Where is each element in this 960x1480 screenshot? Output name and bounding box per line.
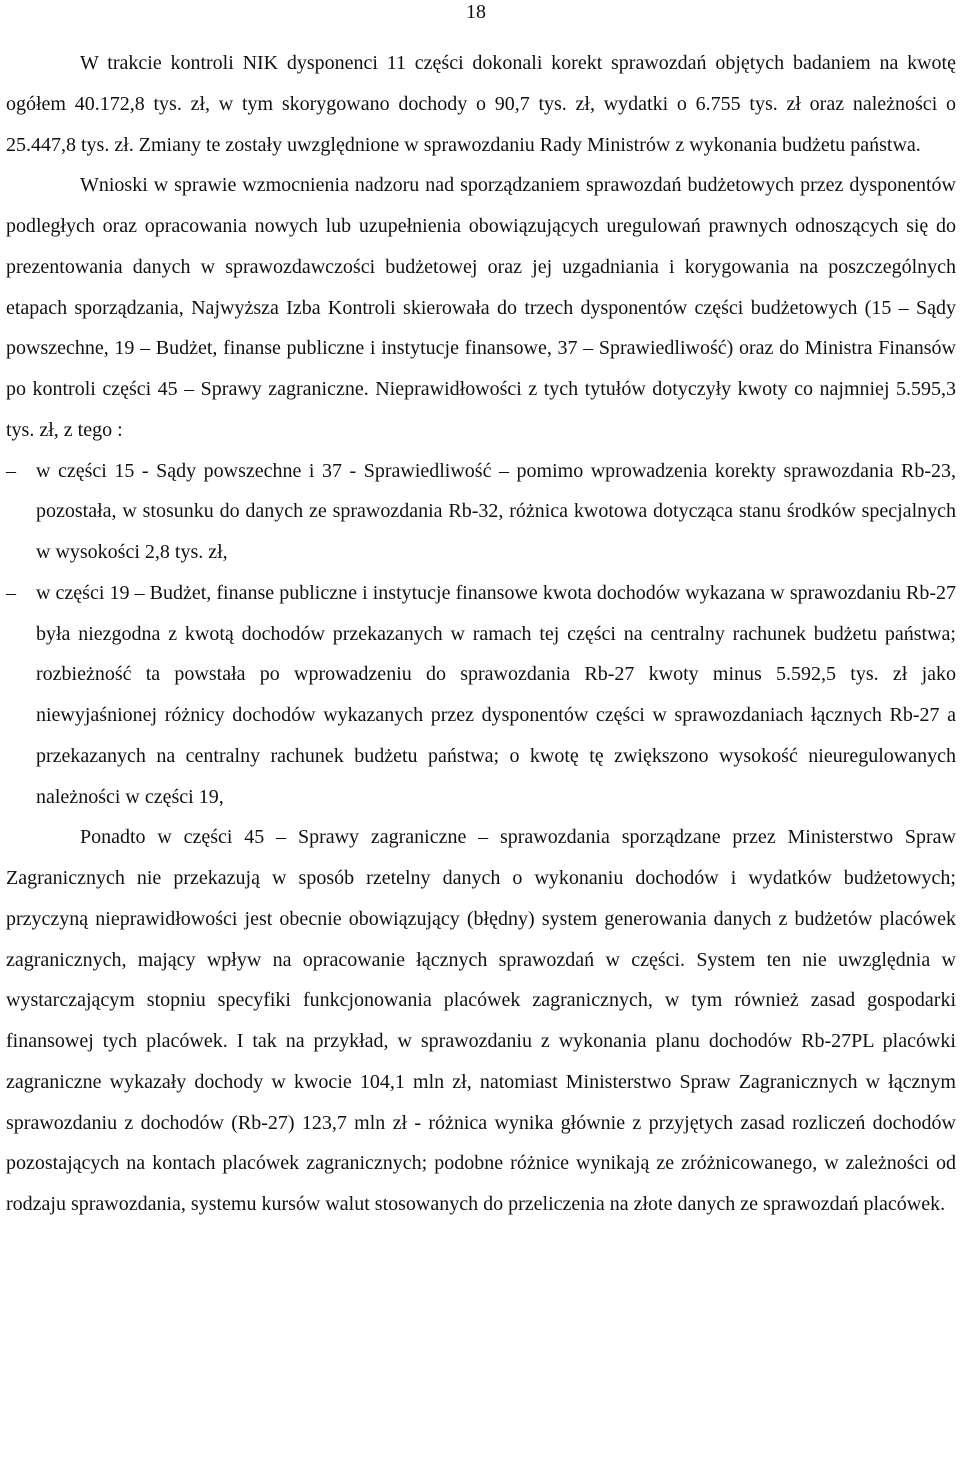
paragraph-corrections: W trakcie kontroli NIK dysponenci 11 części dokonali korekt sprawozdań objętych badaniem na kwotę ogółem 40.172,8 tys. zł, w tym skorygowano dochody o 90,7 tys. zł, wydatki o 6.755 tys. zł oraz należności o 25.447,8 tys. zł. Zmiany te zostały uwzględnione w sprawozdaniu Rady Ministrów z wykonania budżetu państwa.	[6, 52, 956, 156]
list-item-text: w części 19 – Budżet, finanse publiczne i instytucje finansowe kwota dochodów wykazana w sprawozdaniu Rb-27 była niezgodna z kwotą dochodów przekazanych w ramach tej części na centralny rachunek budżetu państwa; rozbieżność ta powstała po wprowadzeniu do sprawozdania Rb-27 kwoty minus 5.592,5 tys. zł jako niewyjaśnionej różnicy dochodów wykazanych przez dysponentów części w sprawozdaniach łącznych Rb-27 a przekazanych na centralny rachunek budżetu państwa; o kwotę tę zwiększono wysokość nieuregulowanych należności w części 19,	[36, 581, 956, 808]
page-number: 18	[466, 1, 486, 23]
dash-marker: –	[6, 581, 16, 604]
document-body	[6, 43, 956, 1225]
paragraph-recommendations: Wnioski w sprawie wzmocnienia nadzoru nad sporządzaniem sprawozdań budżetowych przez dysponentów podległych oraz opracowania nowych lub uzupełnienia obowiązujących uregulowań prawnych odnoszących się do prezentowania danych w sprawozdawczości budżetowej oraz jej uzgadniania i korygowania na poszczególnych etapach sporządzania, Najwyższa Izba Kontroli skierowała do trzech dysponentów części budżetowych (15 – Sądy powszechne, 19 – Budżet, finanse publiczne i instytucje finansowe, 37 – Sprawiedliwość) oraz do Ministra Finansów po kontroli części 45 – Sprawy zagraniczne. Nieprawidłowości z tych tytułów dotyczyły kwoty co najmniej 5.595,3 tys. zł, z tego :	[6, 174, 956, 441]
dash-marker: –	[6, 459, 16, 482]
paragraph-foreign-affairs: Ponadto w części 45 – Sprawy zagraniczne – sprawozdania sporządzane przez Ministerstwo Spraw Zagranicznych nie przekazują w sposób rzetelny danych o wykonaniu dochodów i wydatków budżetowych; przyczyną nieprawidłowości jest obecnie obowiązujący (błędny) system generowania danych z budżetów placówek zagranicznych, mający wpływ na opracowanie łącznych sprawozdań w części. System ten nie uwzględnia w wystarczającym stopniu specyfiki funkcjonowania placówek zagranicznych, w tym również zasad gospodarki finansowej tych placówek. I tak na przykład, w sprawozdaniu z wykonania planu dochodów Rb-27PL placówki zagraniczne wykazały dochody w kwocie 104,1 mln zł, natomiast Ministerstwo Spraw Zagranicznych w łącznym sprawozdaniu z dochodów (Rb-27) 123,7 mln zł - różnica wynika głównie z przyjętych zasad rozliczeń dochodów pozostających na kontach placówek zagranicznych; podobne różnice wynikają ze zróżnicowanego, w zależności od rodzaju sprawozdania, systemu kursów walut stosowanych do przeliczenia na złote danych ze sprawozdań placówek.	[6, 826, 956, 1215]
list-item	[6, 573, 956, 818]
list-item-text: w części 15 - Sądy powszechne i 37 - Sprawiedliwość – pomimo wprowadzenia korekty sprawozdania Rb-23, pozostała, w stosunku do danych ze sprawozdania Rb-32, różnica kwotowa dotycząca stanu środków specjalnych w wysokości 2,8 tys. zł,	[36, 459, 956, 563]
list-item	[6, 451, 956, 573]
